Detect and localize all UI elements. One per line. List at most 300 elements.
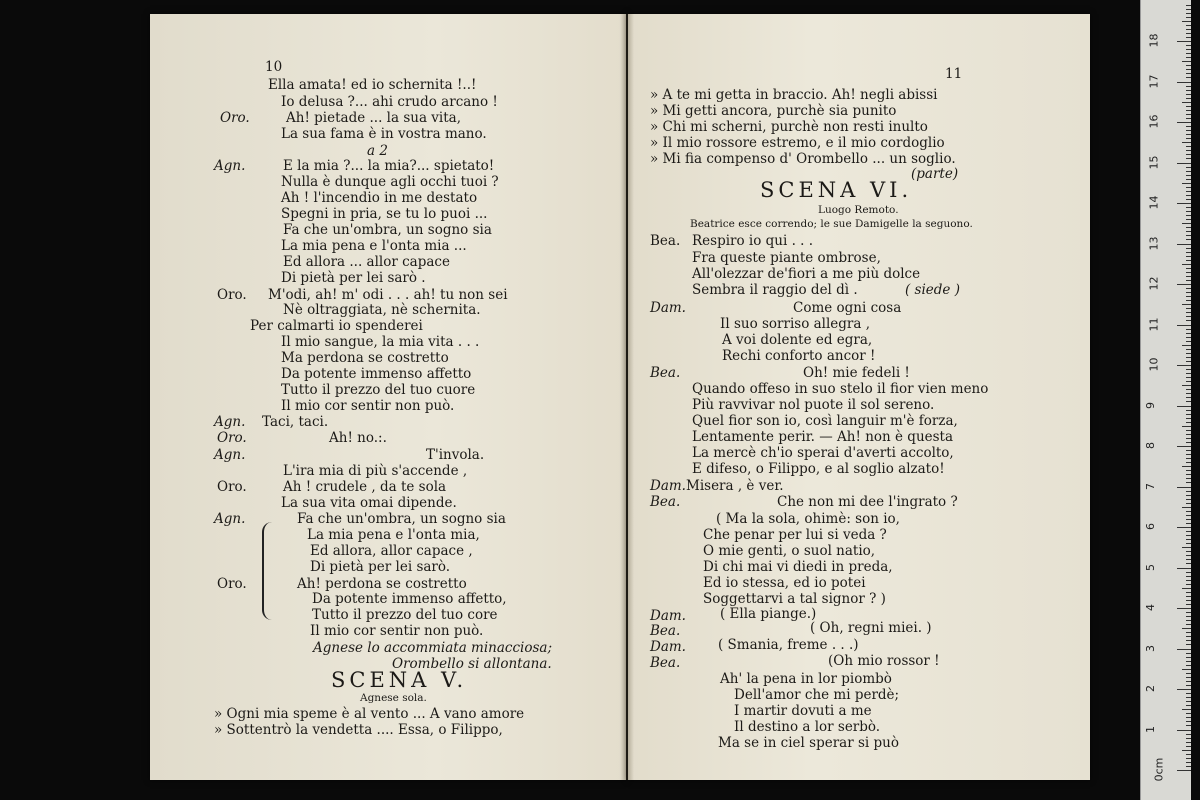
ruler-tick [1186, 434, 1191, 435]
ruler-tick [1186, 640, 1191, 641]
ruler-tick [1186, 288, 1191, 289]
text-line: Dell'amor che mi perdè; [734, 687, 900, 703]
ruler-tick [1186, 418, 1191, 419]
ruler-tick [1177, 649, 1191, 650]
ruler-tick [1186, 657, 1191, 658]
ruler-tick [1186, 158, 1191, 159]
speaker-label: Dam. [650, 300, 686, 316]
ruler-tick [1186, 349, 1191, 350]
text-line: ( Ella piange.) [720, 606, 817, 622]
ruler-tick [1186, 199, 1191, 200]
text-line: La mercè ch'io sperai d'averti accolto, [692, 445, 954, 461]
ruler-tick [1186, 211, 1191, 212]
ruler-tick [1186, 118, 1191, 119]
text-line: » Sottentrò la vendetta .... Essa, o Filippo, [214, 722, 503, 738]
ruler-tick [1186, 110, 1191, 111]
ruler-tick [1186, 422, 1191, 423]
text-line: ( Oh, regni miei. ) [810, 620, 932, 636]
text-line: Soggettarvi a tal signor ? ) [703, 591, 886, 607]
speaker-label: Oro. [220, 110, 250, 126]
ruler-label: 4 [1144, 604, 1157, 611]
text-line: All'olezzar de'fiori a me più dolce [692, 266, 921, 282]
text-line: Spegni in pria, se tu lo puoi ... [281, 206, 488, 222]
ruler-tick [1186, 353, 1191, 354]
ruler-tick [1186, 292, 1191, 293]
text-line: Misera , è ver. [686, 478, 784, 494]
brace-bracket [262, 522, 274, 620]
speaker-label: Oro. [217, 479, 247, 495]
ruler-tick [1186, 713, 1191, 714]
ruler-tick [1182, 669, 1191, 670]
speaker-label: Agn. [214, 447, 246, 463]
ruler-tick [1182, 102, 1191, 103]
ruler-tick [1186, 361, 1191, 362]
ruler-tick [1186, 13, 1191, 14]
text-line: Ah! perdona se costretto [297, 576, 467, 592]
ruler-tick [1186, 256, 1191, 257]
text-line: La mia pena e l'onta mia, [307, 527, 480, 543]
ruler-tick [1186, 333, 1191, 334]
ruler-tick [1177, 325, 1191, 326]
ruler-tick [1186, 592, 1191, 593]
ruler-tick [1182, 183, 1191, 184]
text-line: Ed allora, allor capace , [310, 543, 473, 559]
ruler-tick [1186, 401, 1191, 402]
page-number: 10 [265, 59, 283, 75]
ruler-tick [1186, 717, 1191, 718]
ruler-tick [1186, 762, 1191, 763]
text-line: M'odi, ah! m' odi . . . ah! tu non sei [268, 287, 508, 303]
ruler-tick [1186, 499, 1191, 500]
ruler-tick [1186, 503, 1191, 504]
ruler-tick [1186, 65, 1191, 66]
ruler-tick [1182, 709, 1191, 710]
ruler-tick [1186, 661, 1191, 662]
ruler-tick [1177, 82, 1191, 83]
ruler-tick [1186, 414, 1191, 415]
speaker-label: Dam. [650, 478, 686, 494]
ruler-tick [1186, 705, 1191, 706]
ruler-tick [1186, 644, 1191, 645]
ruler-label: 0cm [1152, 757, 1166, 782]
ruler-tick [1186, 531, 1191, 532]
ruler-tick [1177, 770, 1191, 771]
speaker-label: Bea. [650, 365, 681, 381]
text-line: » Il mio rossore estremo, e il mio cordoglio [650, 135, 945, 151]
ruler-tick [1186, 296, 1191, 297]
text-line: La mia pena e l'onta mia ... [281, 238, 467, 254]
ruler-label: 15 [1147, 155, 1161, 169]
ruler-tick [1186, 555, 1191, 556]
ruler-tick [1186, 171, 1191, 172]
ruler-tick [1177, 730, 1191, 731]
text-line: E difeso, o Filippo, e al soglio alzato! [692, 461, 945, 477]
ruler-tick [1186, 697, 1191, 698]
ruler-tick [1186, 227, 1191, 228]
text-line: La sua fama è in vostra mano. [281, 126, 487, 142]
ruler-tick [1186, 470, 1191, 471]
ruler-tick [1182, 21, 1191, 22]
ruler-tick [1177, 244, 1191, 245]
ruler-tick [1186, 114, 1191, 115]
text-line: Ella amata! ed io schernita !..! [268, 77, 477, 93]
text-line: Orombello si allontana. [392, 656, 552, 672]
ruler-tick [1186, 535, 1191, 536]
ruler-tick [1182, 547, 1191, 548]
ruler-tick [1186, 754, 1191, 755]
ruler-tick [1186, 596, 1191, 597]
text-line: Tutto il prezzo del tuo cuore [281, 382, 476, 398]
ruler-label: 10 [1147, 357, 1161, 372]
ruler-tick [1182, 507, 1191, 508]
ruler-tick [1186, 766, 1191, 767]
ruler-tick [1186, 543, 1191, 544]
ruler-tick [1186, 130, 1191, 131]
text-line: » Ogni mia speme è al vento ... A vano amore [214, 706, 525, 722]
ruler-tick [1186, 681, 1191, 682]
ruler-label: 5 [1144, 563, 1157, 571]
speaker-label: Bea. [650, 655, 681, 671]
text-line: Il mio cor sentir non può. [310, 623, 484, 639]
ruler-tick [1186, 357, 1191, 358]
text-line: Ah ! crudele , da te sola [283, 479, 447, 495]
text-line: Io delusa ?... ahi crudo arcano ! [281, 94, 498, 110]
ruler-tick [1182, 223, 1191, 224]
ruler-tick [1186, 248, 1191, 249]
ruler-tick [1186, 523, 1191, 524]
ruler-tick [1186, 685, 1191, 686]
text-line: L'ira mia di più s'accende , [283, 463, 468, 479]
ruler-tick [1186, 515, 1191, 516]
text-line: Ah! no.:. [329, 430, 387, 446]
speaker-label: Oro. [217, 287, 247, 303]
ruler-tick [1186, 219, 1191, 220]
ruler-tick [1186, 252, 1191, 253]
ruler-tick [1186, 491, 1191, 492]
ruler-tick [1186, 45, 1191, 46]
ruler-tick [1186, 430, 1191, 431]
text-line: (Oh mio rossor ! [828, 653, 940, 669]
text-line: Ah' la pena in lor piombò [720, 671, 892, 687]
ruler-tick [1182, 264, 1191, 265]
ruler-tick [1186, 636, 1191, 637]
ruler-tick [1186, 701, 1191, 702]
text-line: Da potente immenso affetto [281, 366, 472, 382]
ruler-tick [1186, 316, 1191, 317]
text-line: La sua vita omai dipende. [281, 495, 457, 511]
ruler-tick [1186, 146, 1191, 147]
text-line: E la mia ?... la mia?... spietato! [283, 158, 495, 174]
ruler-tick [1186, 312, 1191, 313]
text-line: » Chi mi scherni, purchè non resti inulto [650, 119, 928, 135]
ruler-tick [1186, 665, 1191, 666]
text-line: Il destino a lor serbò. [734, 719, 881, 735]
ruler-tick [1186, 454, 1191, 455]
ruler-tick [1186, 49, 1191, 50]
ruler-tick [1182, 588, 1191, 589]
text-line: » Mi getti ancora, purchè sia punito [650, 103, 897, 119]
text-line: a 2 [367, 143, 388, 159]
ruler-tick [1186, 138, 1191, 139]
measuring-ruler [1140, 0, 1191, 800]
speaker-label: Bea. [650, 233, 681, 249]
ruler-tick [1182, 304, 1191, 305]
ruler-tick [1186, 410, 1191, 411]
text-line: Il mio cor sentir non può. [281, 398, 455, 414]
ruler-tick [1186, 175, 1191, 176]
ruler-tick [1186, 73, 1191, 74]
ruler-tick [1177, 41, 1191, 42]
ruler-tick [1177, 365, 1191, 366]
ruler-label: 1 [1144, 725, 1157, 733]
ruler-tick [1186, 207, 1191, 208]
ruler-label: 3 [1144, 644, 1157, 652]
ruler-tick [1186, 478, 1191, 479]
text-line: (parte) [911, 166, 959, 182]
ruler-label: 6 [1144, 523, 1157, 530]
ruler-tick [1182, 61, 1191, 62]
ruler-label: 13 [1147, 236, 1161, 250]
text-line: I martir dovuti a me [734, 703, 872, 719]
text-line: ( Smania, freme . . .) [718, 637, 859, 653]
ruler-label: 9 [1144, 401, 1157, 409]
ruler-tick [1186, 239, 1191, 240]
ruler-tick [1186, 725, 1191, 726]
ruler-tick [1186, 320, 1191, 321]
ruler-tick [1186, 369, 1191, 370]
ruler-tick [1186, 721, 1191, 722]
text-line: Agnese lo accommiata minacciosa; [313, 640, 553, 656]
ruler-tick [1186, 738, 1191, 739]
text-line: Fa che un'ombra, un sogno sia [283, 222, 492, 238]
ruler-tick [1186, 300, 1191, 301]
ruler-tick [1186, 620, 1191, 621]
ruler-label: 7 [1144, 482, 1157, 490]
ruler-tick [1186, 632, 1191, 633]
ruler-tick [1186, 134, 1191, 135]
ruler-tick [1186, 442, 1191, 443]
ruler-tick [1186, 57, 1191, 58]
book-gutter [620, 14, 634, 780]
ruler-tick [1182, 142, 1191, 143]
ruler-tick [1177, 284, 1191, 285]
ruler-tick [1186, 393, 1191, 394]
ruler-tick [1186, 231, 1191, 232]
text-line: ( siede ) [905, 282, 960, 298]
ruler-tick [1186, 612, 1191, 613]
text-line: Nè oltraggiata, nè schernita. [283, 302, 481, 318]
ruler-tick [1186, 519, 1191, 520]
ruler-tick [1186, 734, 1191, 735]
ruler-tick [1186, 191, 1191, 192]
ruler-tick [1177, 689, 1191, 690]
ruler-tick [1186, 329, 1191, 330]
ruler-tick [1186, 167, 1191, 168]
ruler-tick [1186, 215, 1191, 216]
text-line: Sembra il raggio del dì . [692, 282, 858, 298]
text-line: Quando offeso in suo stelo il fior vien meno [692, 381, 989, 397]
text-line: Per calmarti io spenderei [250, 318, 423, 334]
ruler-label: 11 [1147, 317, 1161, 331]
text-line: Fra queste piante ombrose, [692, 250, 881, 266]
ruler-tick [1186, 126, 1191, 127]
text-line: Ah ! l'incendio in me destato [281, 190, 478, 206]
ruler-tick [1186, 235, 1191, 236]
ruler-tick [1186, 450, 1191, 451]
ruler-tick [1186, 474, 1191, 475]
ruler-tick [1186, 584, 1191, 585]
scene-subtitle: Luogo Remoto. [818, 204, 899, 216]
text-line: Di chi mai vi diedi in preda, [703, 559, 893, 575]
ruler-tick [1186, 604, 1191, 605]
ruler-label: 12 [1147, 276, 1161, 291]
text-line: Oh! mie fedeli ! [803, 365, 910, 381]
ruler-label: 2 [1144, 685, 1157, 692]
ruler-label: 18 [1147, 33, 1161, 48]
ruler-tick [1186, 482, 1191, 483]
speaker-label: Dam. [650, 639, 686, 655]
text-line: Che non mi dee l'ingrato ? [777, 494, 958, 510]
scene-subtitle: Agnese sola. [360, 692, 427, 704]
speaker-label: Agn. [214, 414, 246, 430]
ruler-label: 17 [1147, 74, 1161, 88]
ruler-tick [1186, 272, 1191, 273]
text-line: Ma perdona se costretto [281, 350, 449, 366]
ruler-tick [1186, 373, 1191, 374]
text-line: Di pietà per lei sarò. [310, 559, 451, 575]
ruler-tick [1186, 495, 1191, 496]
text-line: » A te mi getta in braccio. Ah! negli abissi [650, 87, 938, 103]
ruler-tick [1186, 600, 1191, 601]
ruler-tick [1186, 551, 1191, 552]
ruler-tick [1186, 458, 1191, 459]
text-line: Fa che un'ombra, un sogno sia [297, 511, 506, 527]
ruler-tick [1182, 426, 1191, 427]
text-line: Ed allora ... allor capace [283, 254, 450, 270]
ruler-tick [1186, 673, 1191, 674]
page-number: 11 [945, 66, 963, 82]
text-line: ( Ma la sola, ohimè: son io, [716, 511, 900, 527]
ruler-tick [1186, 580, 1191, 581]
ruler-tick [1186, 389, 1191, 390]
ruler-tick [1186, 511, 1191, 512]
text-line: Tutto il prezzo del tuo core [312, 607, 498, 623]
ruler-tick [1186, 280, 1191, 281]
ruler-tick [1186, 37, 1191, 38]
ruler-tick [1186, 150, 1191, 151]
ruler-tick [1186, 195, 1191, 196]
text-line: Quel fior son io, così languir m'è forza, [692, 413, 958, 429]
speaker-label: Agn. [214, 158, 246, 174]
ruler-tick [1186, 381, 1191, 382]
ruler-tick [1177, 487, 1191, 488]
text-line: Nulla è dunque agli occhi tuoi ? [281, 174, 499, 190]
ruler-tick [1186, 179, 1191, 180]
ruler-tick [1186, 462, 1191, 463]
ruler-tick [1186, 438, 1191, 439]
ruler-tick [1186, 563, 1191, 564]
ruler-tick [1186, 187, 1191, 188]
ruler-label: 14 [1147, 195, 1161, 210]
ruler-tick [1186, 69, 1191, 70]
ruler-tick [1186, 29, 1191, 30]
text-line: A voi dolente ed egra, [722, 332, 873, 348]
ruler-tick [1186, 154, 1191, 155]
ruler-tick [1186, 576, 1191, 577]
ruler-tick [1177, 527, 1191, 528]
speaker-label: Dam. [650, 608, 686, 624]
ruler-tick [1186, 742, 1191, 743]
text-line: Lentamente perir. — Ah! non è questa [692, 429, 954, 445]
ruler-tick [1186, 94, 1191, 95]
ruler-tick [1182, 345, 1191, 346]
ruler-tick [1186, 25, 1191, 26]
ruler-tick [1186, 746, 1191, 747]
ruler-tick [1186, 653, 1191, 654]
text-line: Rechi conforto ancor ! [722, 348, 876, 364]
speaker-label: Bea. [650, 623, 681, 639]
ruler-tick [1177, 568, 1191, 569]
ruler-tick [1182, 750, 1191, 751]
ruler-tick [1186, 106, 1191, 107]
text-line: Taci, taci. [262, 414, 329, 430]
speaker-label: Agn. [214, 511, 246, 527]
scene-title: SCENA V. [331, 668, 468, 692]
text-line: Che penar per lui si veda ? [703, 527, 887, 543]
ruler-tick [1177, 122, 1191, 123]
ruler-tick [1186, 397, 1191, 398]
ruler-tick [1186, 624, 1191, 625]
ruler-label: 8 [1144, 442, 1157, 449]
ruler-tick [1186, 86, 1191, 87]
ruler-tick [1186, 98, 1191, 99]
ruler-tick [1186, 308, 1191, 309]
ruler-tick [1186, 260, 1191, 261]
text-line: Respiro io qui . . . [692, 233, 814, 249]
ruler-tick [1186, 377, 1191, 378]
ruler-tick [1177, 446, 1191, 447]
ruler-tick [1186, 17, 1191, 18]
ruler-tick [1186, 268, 1191, 269]
text-line: Il mio sangue, la mia vita . . . [281, 334, 480, 350]
speaker-label: Bea. [650, 494, 681, 510]
speaker-label: Oro. [217, 576, 247, 592]
ruler-tick [1177, 608, 1191, 609]
text-line: Ah! pietade ... la sua vita, [286, 110, 461, 126]
ruler-label: 16 [1147, 114, 1161, 129]
text-line: Il suo sorriso allegra , [720, 316, 871, 332]
scene-title: SCENA VI. [760, 178, 913, 202]
text-line: T'invola. [426, 447, 485, 463]
text-line: Come ogni cosa [793, 300, 902, 316]
ruler-tick [1177, 203, 1191, 204]
ruler-tick [1182, 466, 1191, 467]
ruler-tick [1186, 276, 1191, 277]
text-line: O mie genti, o suol natio, [703, 543, 876, 559]
text-line: Ma se in ciel sperar si può [718, 735, 899, 751]
ruler-tick [1186, 5, 1191, 6]
speaker-label: Oro. [217, 430, 247, 446]
ruler-tick [1182, 385, 1191, 386]
ruler-tick [1186, 53, 1191, 54]
text-line: » Mi fia compenso d' Orombello ... un soglio. [650, 151, 956, 167]
ruler-tick [1186, 616, 1191, 617]
text-line: Di pietà per lei sarò . [281, 270, 426, 286]
text-line: Da potente immenso affetto, [312, 591, 507, 607]
ruler-tick [1186, 90, 1191, 91]
ruler-tick [1186, 559, 1191, 560]
ruler-tick [1186, 677, 1191, 678]
